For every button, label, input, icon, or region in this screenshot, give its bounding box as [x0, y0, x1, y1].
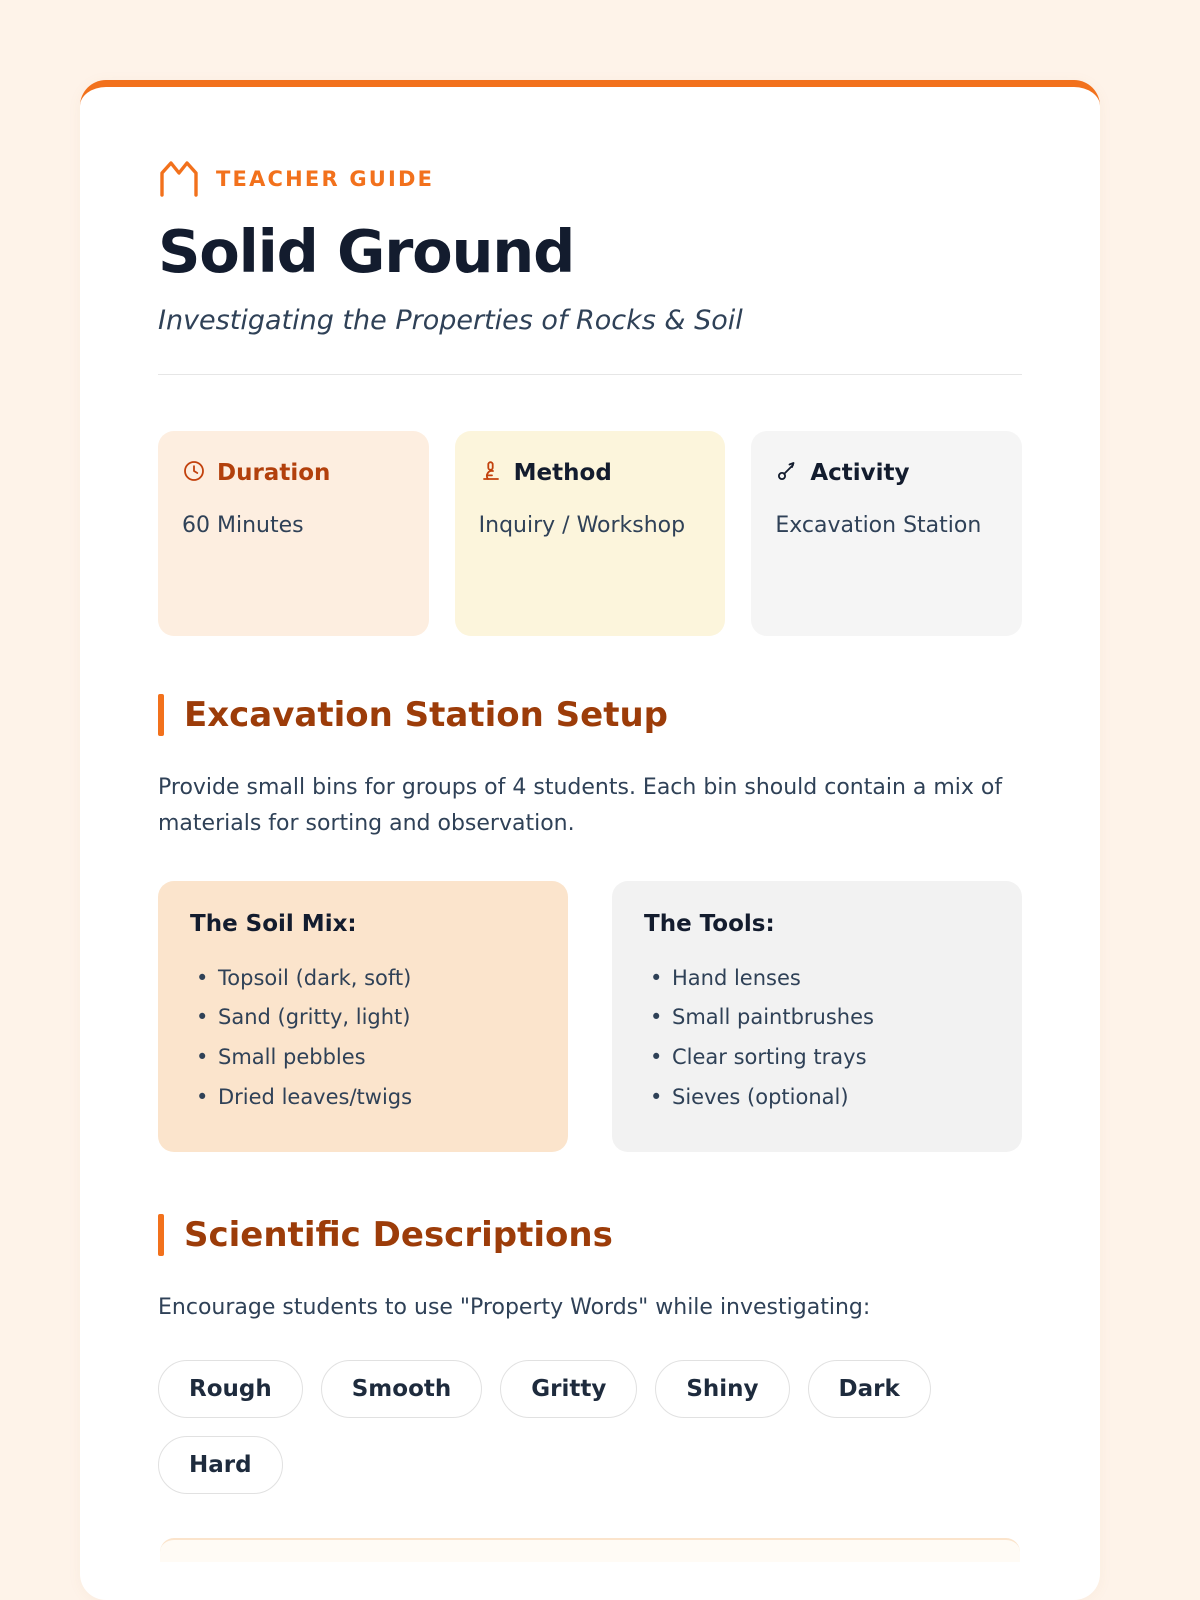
panel-soil-mix-title: The Soil Mix:	[190, 910, 357, 937]
meta-card-duration-value: 60 Minutes	[182, 512, 304, 538]
meta-card-method	[455, 431, 726, 636]
header-divider	[158, 374, 1022, 375]
property-chip-dark[interactable]: Dark	[808, 1360, 931, 1418]
meta-card-grid	[158, 431, 1022, 636]
meta-card-method-value: Inquiry / Workshop	[478, 512, 686, 538]
panel-soil-mix	[158, 881, 568, 1153]
property-chip-smooth[interactable]: Smooth	[321, 1360, 483, 1418]
section-accent-bar	[158, 1214, 164, 1256]
section-accent-bar	[158, 694, 164, 736]
property-chip-gritty[interactable]: Gritty	[500, 1360, 637, 1418]
next-section-peek	[160, 1538, 1020, 1562]
section-body-descriptions: Encourage students to use "Property Words" while investigating:	[158, 1295, 871, 1321]
meta-card-activity-label: Activity	[810, 459, 910, 486]
page-subtitle: Investigating the Properties of Rocks & Soil	[158, 304, 743, 336]
trowel-icon	[775, 459, 799, 487]
list-item: • Topsoil (dark, soft)	[190, 959, 536, 999]
property-word-chip-row	[158, 1360, 1022, 1494]
property-chip-shiny[interactable]: Shiny	[655, 1360, 789, 1418]
list-item: • Sieves (optional)	[644, 1078, 990, 1118]
section-body-setup: Provide small bins for groups of 4 students. Each bin should contain a mix of materials for sorting and observation.	[158, 774, 1003, 837]
clock-icon	[182, 459, 206, 487]
meta-card-duration	[158, 431, 429, 636]
meta-card-method-label: Method	[513, 459, 612, 486]
section-header-setup	[158, 694, 1022, 736]
section-title-setup: Excavation Station Setup	[184, 694, 669, 735]
page-title: Solid Ground	[158, 217, 575, 286]
property-chip-hard[interactable]: Hard	[158, 1436, 283, 1494]
panel-tools-list	[644, 959, 990, 1119]
panel-tools	[612, 881, 1022, 1153]
panel-tools-title: The Tools:	[644, 910, 775, 937]
meta-card-activity-header	[775, 459, 998, 487]
list-item: • Hand lenses	[644, 959, 990, 999]
panel-soil-mix-list	[190, 959, 536, 1119]
brand-label: TEACHER GUIDE	[216, 167, 435, 191]
section-header-descriptions	[158, 1214, 1022, 1256]
list-item: • Dried leaves/twigs	[190, 1078, 536, 1118]
section-title-descriptions: Scientific Descriptions	[184, 1215, 613, 1256]
materials-panel-grid	[158, 881, 1022, 1153]
microscope-icon	[479, 459, 503, 487]
mountain-logo-icon	[158, 159, 200, 199]
meta-card-duration-label: Duration	[217, 459, 331, 486]
list-item: • Small pebbles	[190, 1038, 536, 1078]
meta-card-activity	[751, 431, 1022, 636]
property-chip-rough[interactable]: Rough	[158, 1360, 303, 1418]
meta-card-activity-value: Excavation Station	[775, 512, 982, 538]
list-item: • Sand (gritty, light)	[190, 998, 536, 1038]
brand-row	[158, 159, 1022, 199]
meta-card-duration-header	[182, 459, 405, 487]
meta-card-method-header	[479, 459, 702, 487]
list-item: • Small paintbrushes	[644, 998, 990, 1038]
list-item: • Clear sorting trays	[644, 1038, 990, 1078]
teacher-guide-card	[80, 80, 1100, 1600]
